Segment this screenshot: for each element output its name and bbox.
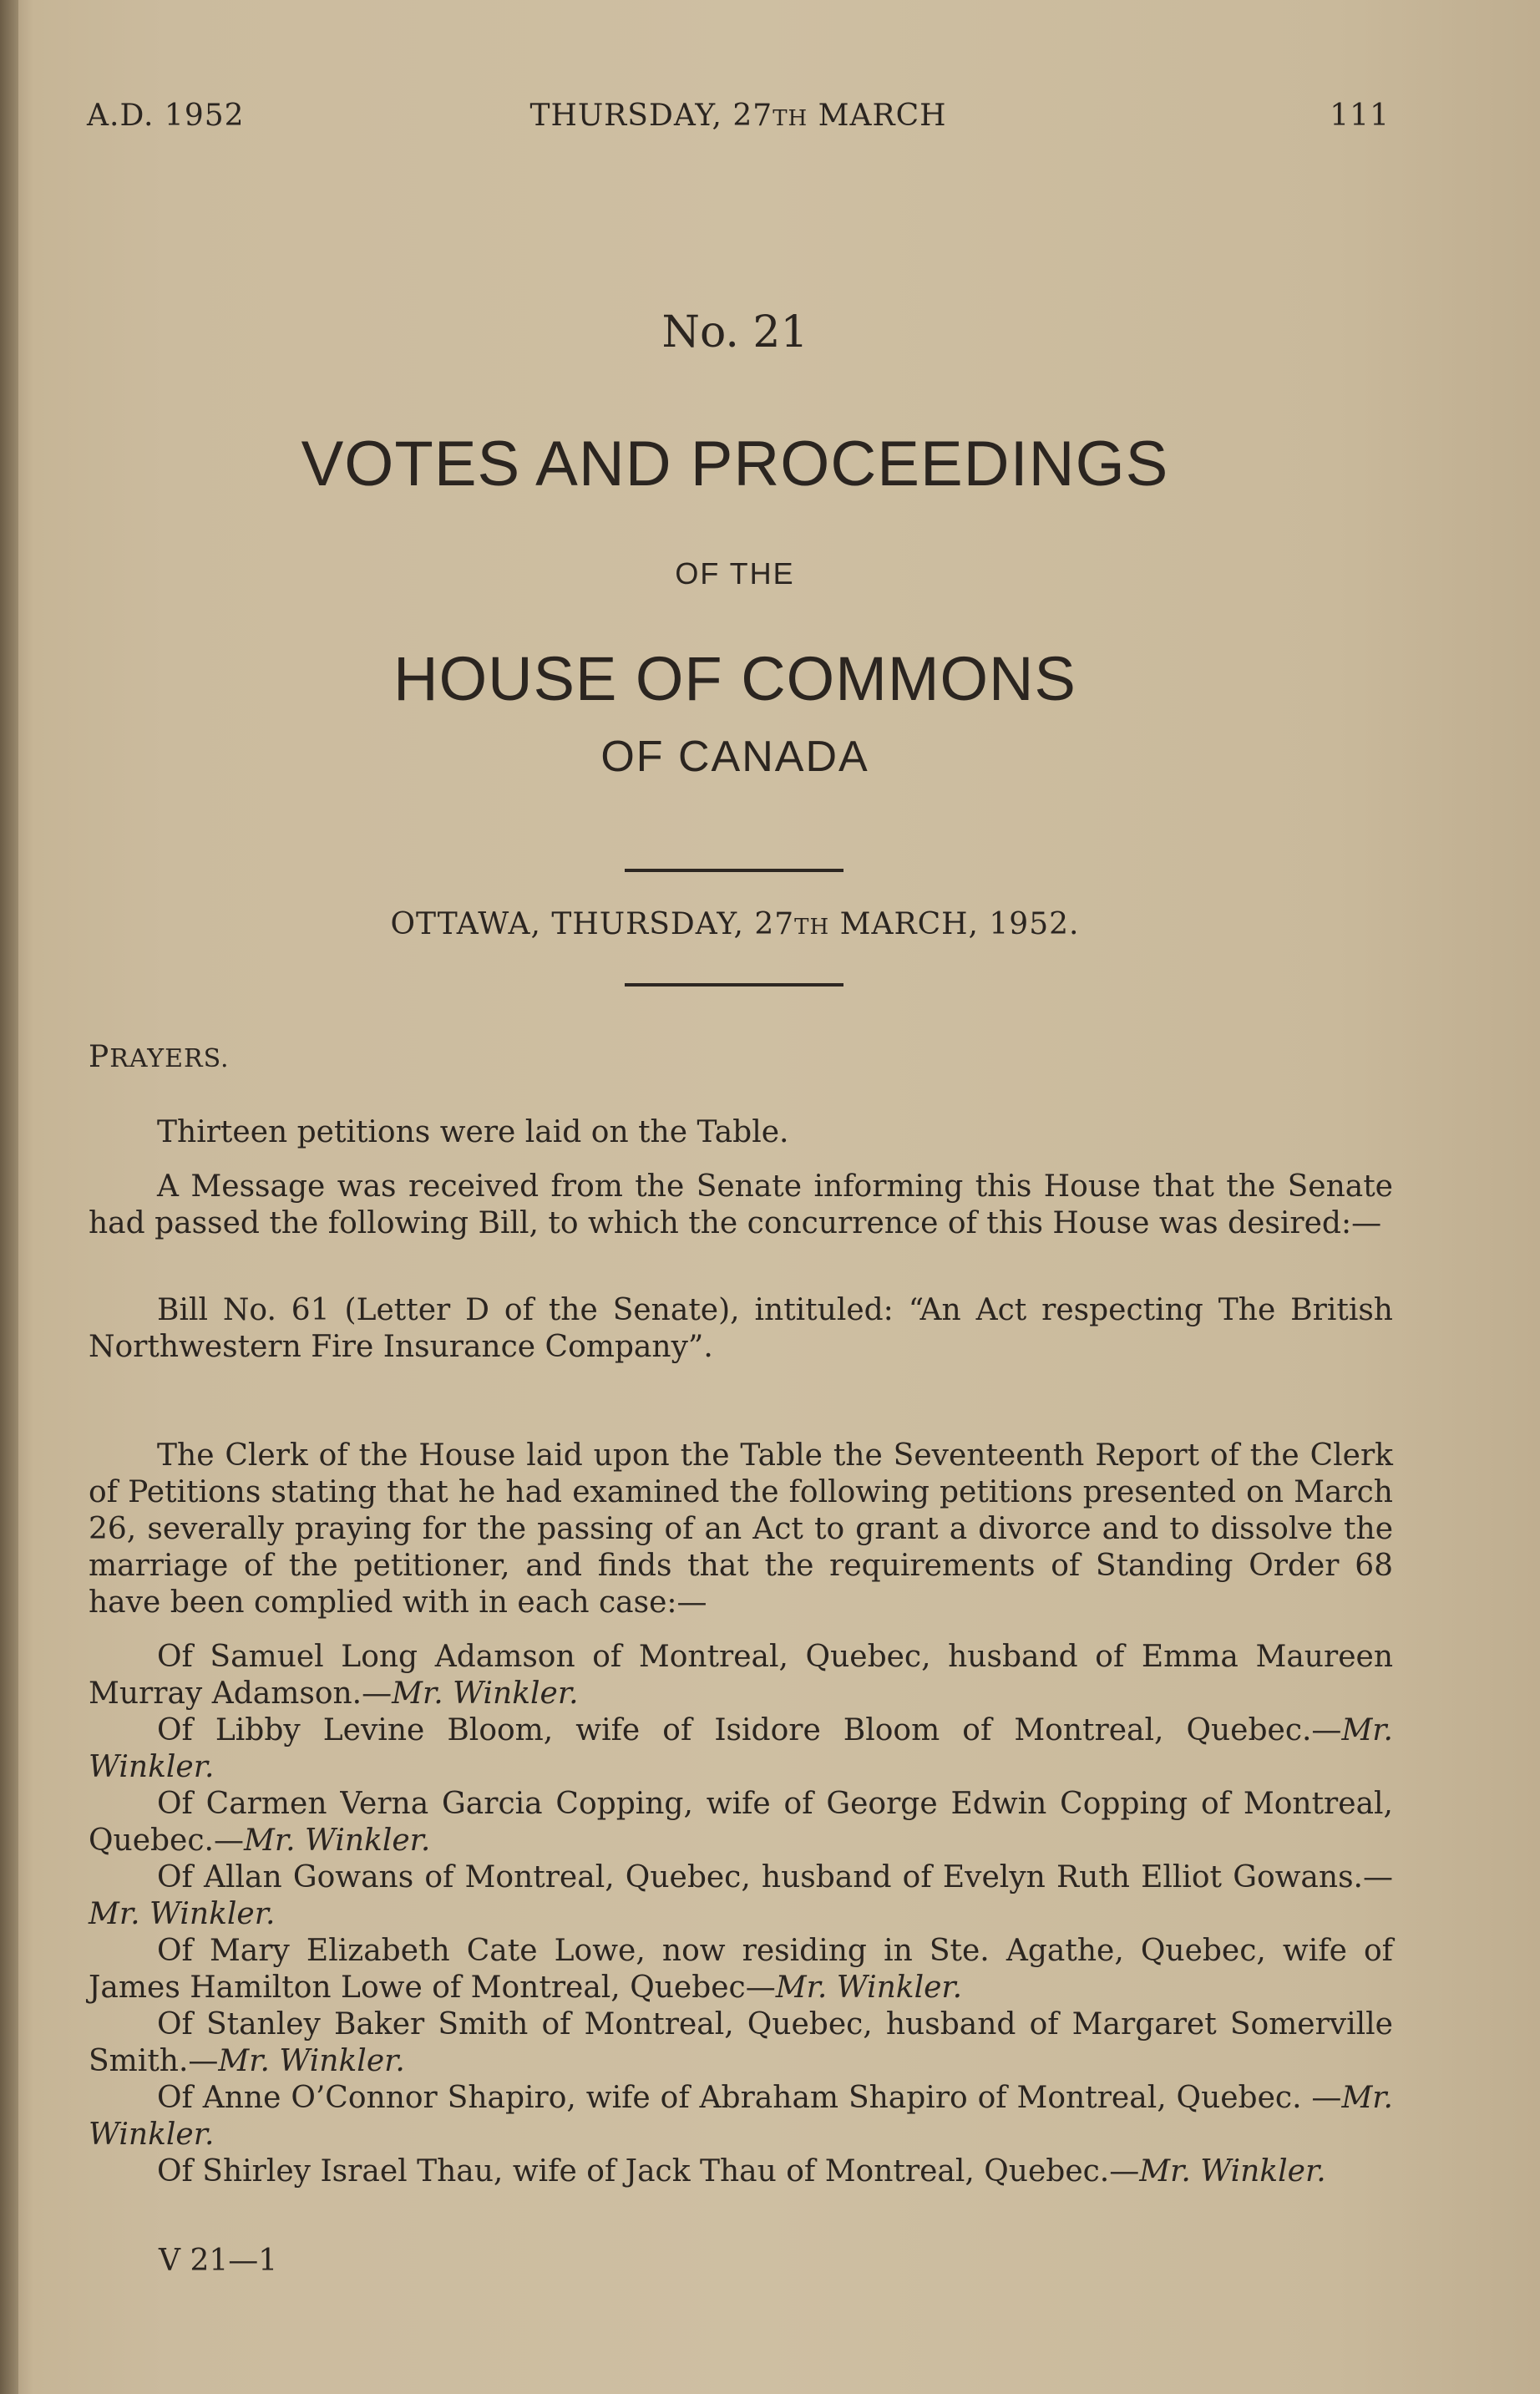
country-title: OF CANADA [600, 733, 869, 781]
page-number: 111 [1330, 99, 1390, 133]
list-item: Of Mary Elizabeth Cate Lowe, now residing in Ste. Agathe, Quebec, wife of James Hamilton Lowe of Montreal, Quebec—Mr. Winkler. [89, 1934, 1393, 2005]
list-item: Of Anne O’Connor Shapiro, wife of Abraham Shapiro of Montreal, Quebec. —Mr. Winkler. [89, 2081, 1393, 2152]
list-item: Of Allan Gowans of Montreal, Quebec, husband of Evelyn Ruth Elliot Gowans.—Mr. Winkler. [89, 1860, 1393, 1931]
list-item: Of Stanley Baker Smith of Montreal, Quebec, husband of Margaret Somerville Smith.—Mr. Winkler. [89, 2007, 1393, 2078]
list-item: Of Samuel Long Adamson of Montreal, Quebec, husband of Emma Maureen Murray Adamson.—Mr. Winkler. [89, 1640, 1393, 1711]
list-item: Of Shirley Israel Thau, wife of Jack Thau of Montreal, Quebec.—Mr. Winkler. [157, 2154, 1326, 2189]
book-spine-shadow [0, 0, 18, 2394]
issue-number: No. 21 [661, 307, 808, 358]
document-title: VOTES AND PROCEEDINGS [301, 429, 1169, 500]
header-date: THURSDAY, 27TH MARCH [529, 99, 947, 133]
list-item: Of Carmen Verna Garcia Copping, wife of George Edwin Copping of Montreal, Quebec.—Mr. Winkler. [89, 1787, 1393, 1858]
running-header [87, 99, 1390, 135]
prayers-heading: PRAYERS. [89, 1040, 230, 1074]
list-item: Of Libby Levine Bloom, wife of Isidore Bloom of Montreal, Quebec.—Mr. Winkler. [89, 1713, 1393, 1784]
house-title: HOUSE OF COMMONS [393, 644, 1076, 713]
paragraph-senate-message: A Message was received from the Senate informing this House that the Senate had passed the following Bill, to which the concurrence of this House was desired:— [89, 1169, 1393, 1240]
divider-rule-top [625, 869, 843, 872]
paragraph-petitions-tabled: Thirteen petitions were laid on the Table. [157, 1115, 789, 1149]
dateline: OTTAWA, THURSDAY, 27TH MARCH, 1952. [390, 907, 1080, 941]
paragraph-bill: Bill No. 61 (Letter D of the Senate), intituled: “An Act respecting The British Northwestern Fire Insurance Company”. [89, 1293, 1393, 1364]
paragraph-clerk-report: The Clerk of the House laid upon the Table the Seventeenth Report of the Clerk of Petitions stating that he had examined the following petitions presented on March 26, severally praying for the passing of an Act to grant a divorce and to dissolve the marriage of the petitioner, and finds that the requirements of Standing Order 68 have been complied with in each case:— [89, 1438, 1393, 1620]
signature-mark: V 21—1 [159, 2244, 278, 2278]
title-connector: OF THE [675, 556, 795, 591]
divider-rule-bottom [625, 983, 843, 987]
header-year: A.D. 1952 [87, 99, 245, 133]
petition-list [89, 1639, 1393, 2190]
